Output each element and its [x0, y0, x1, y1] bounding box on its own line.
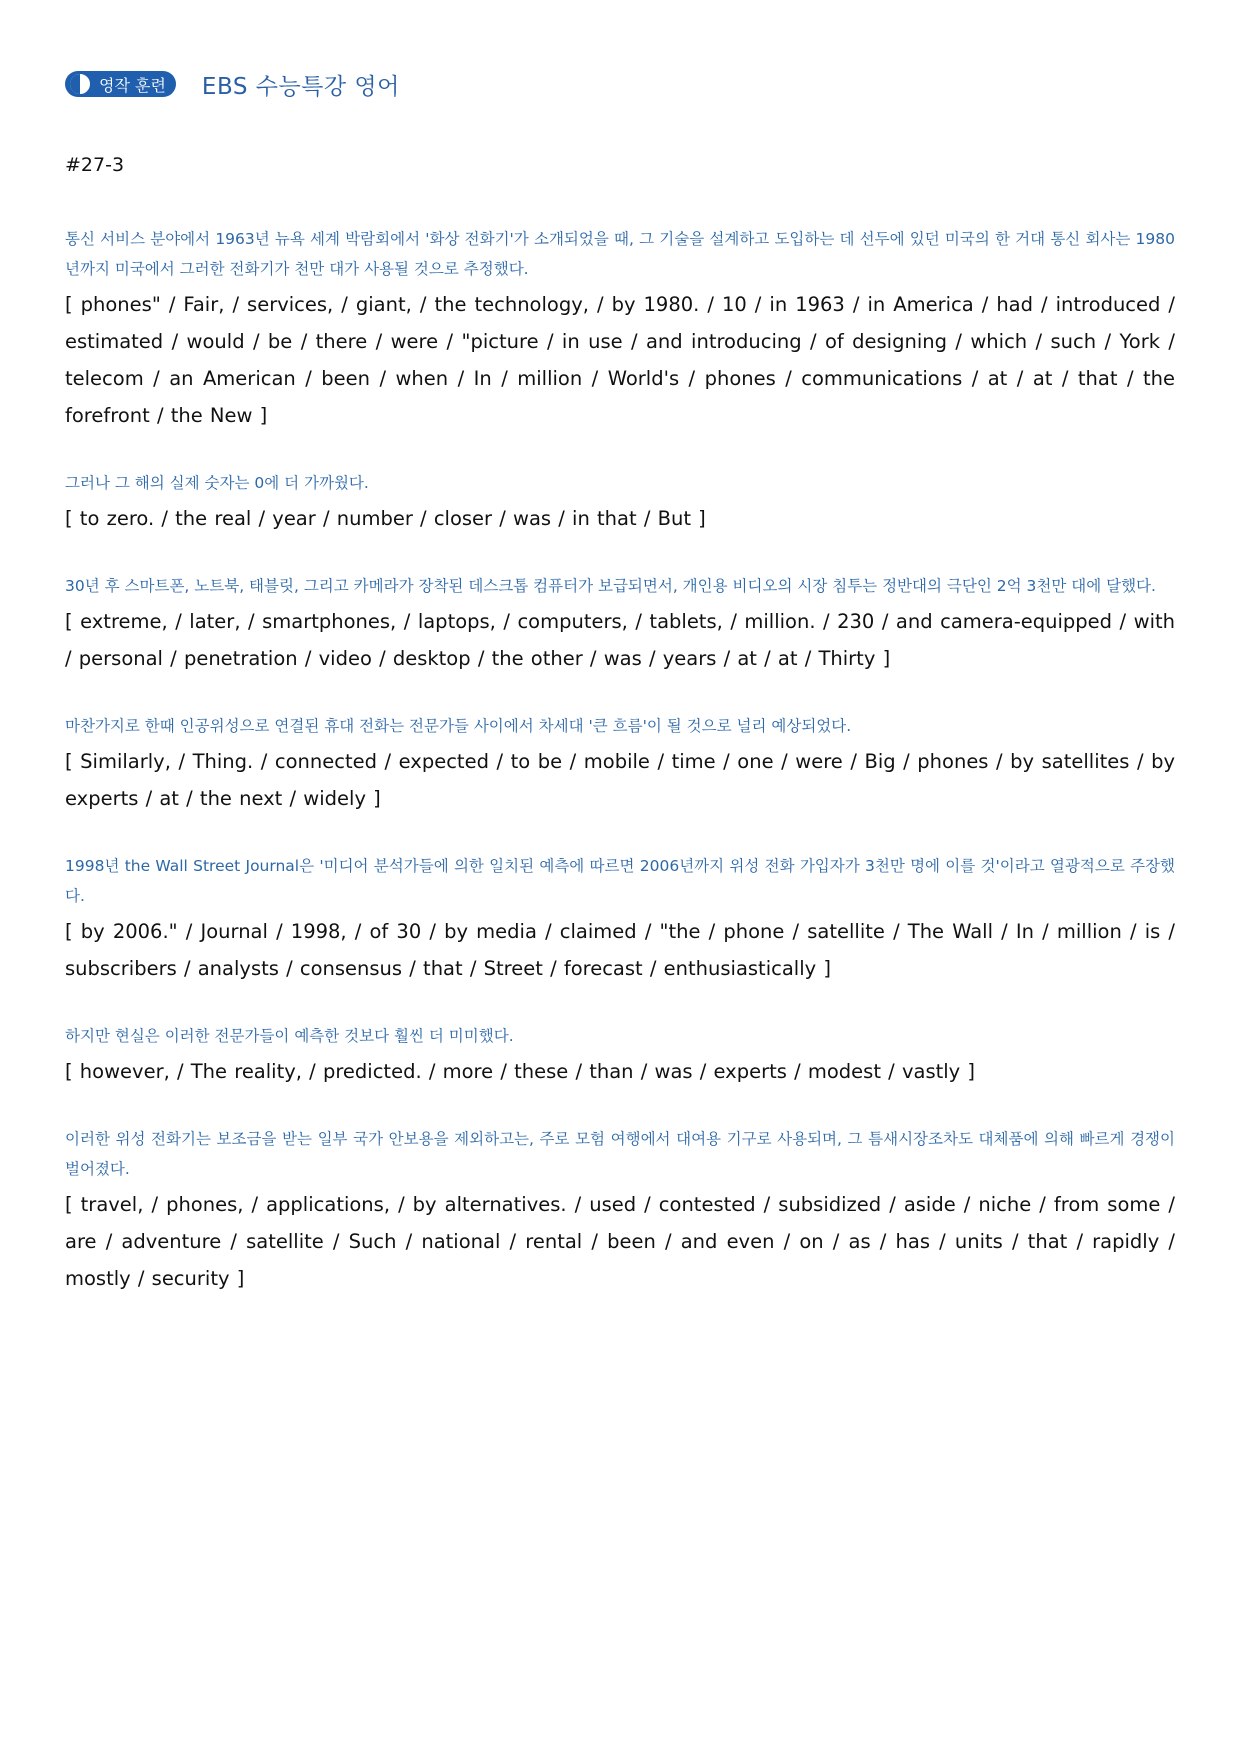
korean-sentence: 1998년 the Wall Street Journal은 '미디어 분석가들에 의한 일치된 예측에 따르면 2006년까지 위성 전화 가입자가 3천만 명에 이를 것'이라고 열광적으로 주장했다. — [65, 857, 1175, 905]
english-word-chunks: [ to zero. / the real / year / number / closer / was / in that / But ] — [65, 507, 706, 530]
exercise-item — [65, 468, 1175, 537]
korean-sentence: 하지만 현실은 이러한 전문가들이 예측한 것보다 훨씬 더 미미했다. — [65, 1027, 514, 1045]
page-title: EBS 수능특강 영어 — [201, 73, 400, 100]
exercise-type-badge — [65, 71, 176, 97]
korean-sentence: 이러한 위성 전화기는 보조금을 받는 일부 국가 안보용을 제외하고는, 주로 모험 여행에서 대여용 기구로 사용되며, 그 틈새시장조차도 대체품에 의해 빠르게 경쟁이 벌어졌다. — [65, 1130, 1175, 1178]
english-word-chunks: [ however, / The reality, / predicted. / more / these / than / was / experts / modest / vastly ] — [65, 1060, 976, 1083]
english-word-chunks: [ Similarly, / Thing. / connected / expected / to be / mobile / time / one / were / Big / phones / by satellites / by experts / at / the next / widely ] — [65, 750, 1175, 810]
exercise-item — [65, 1021, 1175, 1090]
english-word-chunks: [ by 2006." / Journal / 1998, / of 30 / by media / claimed / "the / phone / satellite / The Wall / In / million / is / subscribers / analysts / consensus / that / Street / forecast / enthusiastically ] — [65, 920, 1175, 980]
english-word-chunks: [ phones" / Fair, / services, / giant, / the technology, / by 1980. / 10 / in 1963 / in America / had / introduced / estimated / would / be / there / were / "picture / in use / and introducing / of designing / which / such / York / telecom / an American / been / when / In / million / World's / phones / communications / at / at / that / the forefront / the New ] — [65, 293, 1175, 427]
english-word-chunks: [ travel, / phones, / applications, / by alternatives. / used / contested / subsidized / aside / niche / from some / are / adventure / satellite / Such / national / rental / been / and even / on / as / has / units / that / rapidly / mostly / security ] — [65, 1193, 1175, 1290]
korean-sentence: 마찬가지로 한때 인공위성으로 연결된 휴대 전화는 전문가들 사이에서 차세대 '큰 흐름'이 될 것으로 널리 예상되었다. — [65, 717, 852, 735]
korean-sentence: 30년 후 스마트폰, 노트북, 태블릿, 그리고 카메라가 장착된 데스크톱 컴퓨터가 보급되면서, 개인용 비디오의 시장 침투는 정반대의 극단인 2억 3천만 대에 달했다. — [65, 577, 1156, 595]
korean-sentence: 통신 서비스 분야에서 1963년 뉴욕 세계 박람회에서 '화상 전화기'가 소개되었을 때, 그 기술을 설계하고 도입하는 데 선두에 있던 미국의 한 거대 통신 회사는 1980년까지 미국에서 그러한 전화기가 천만 대가 사용될 것으로 추정했다. — [65, 230, 1175, 278]
exercise-item — [65, 224, 1175, 434]
half-circle-icon — [68, 72, 92, 96]
header — [65, 64, 1175, 104]
exercise-item — [65, 711, 1175, 817]
exercise-item — [65, 571, 1175, 677]
exercise-item — [65, 851, 1175, 987]
english-word-chunks: [ extreme, / later, / smartphones, / laptops, / computers, / tablets, / million. / 230 / and camera-equipped / with / personal / penetration / video / desktop / the other / was / years / at / at / Thirty ] — [65, 610, 1175, 670]
exercise-number: #27-3 — [65, 154, 125, 176]
badge-label: 영작 훈련 — [99, 75, 166, 95]
korean-sentence: 그러나 그 해의 실제 숫자는 0에 더 가까웠다. — [65, 474, 369, 492]
exercise-item — [65, 1124, 1175, 1297]
exercise-list — [65, 224, 1175, 1297]
